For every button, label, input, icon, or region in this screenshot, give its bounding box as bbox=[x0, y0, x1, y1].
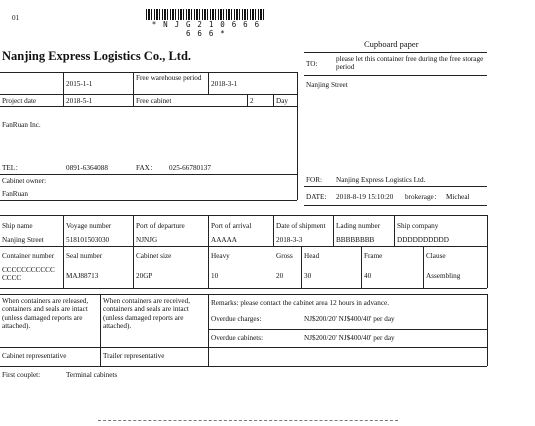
for-label: FOR: bbox=[306, 176, 322, 184]
project-date-label: Project date bbox=[2, 97, 37, 105]
cond-vline-1 bbox=[100, 294, 101, 366]
remarks-text: Remarks: please contact the cabinet area 12 hours in advance. bbox=[211, 299, 390, 307]
ship-header-2: Port of departure bbox=[136, 222, 185, 230]
ship-value-4: 2018-3-3 bbox=[276, 236, 303, 244]
container-header-7: Clause bbox=[426, 252, 446, 260]
trailer-representative: Trailer representative bbox=[103, 352, 165, 360]
ship-table-right-edge bbox=[487, 215, 488, 288]
first-couplet-value: Terminal cabinets bbox=[66, 371, 118, 379]
cond-right-edge bbox=[487, 294, 488, 366]
conditions-mid bbox=[208, 329, 487, 330]
top-table-rule-2 bbox=[0, 94, 297, 95]
ship-vline-8 bbox=[361, 246, 362, 288]
cond-vline-2 bbox=[208, 294, 209, 366]
date-value: 2018-8-19 15:10:20 bbox=[336, 193, 394, 201]
to-text: please let this container free during the free storage period bbox=[336, 55, 484, 72]
overdue-charges-label: Overdue charges: bbox=[211, 315, 262, 323]
ship-header-4: Date of shipment bbox=[276, 222, 326, 230]
customer-name: FanRuan Inc. bbox=[2, 121, 41, 129]
fax-value: 025-66780137 bbox=[169, 164, 211, 172]
signature-rule bbox=[0, 366, 487, 367]
project-date-value: 2018-5-1 bbox=[66, 97, 93, 105]
ship-value-1: 518101503030 bbox=[66, 236, 110, 244]
page-number: 01 bbox=[12, 14, 20, 22]
ship-vline-3 bbox=[208, 215, 209, 288]
top-table-vline-2 bbox=[133, 72, 134, 106]
cabinet-representative: Cabinet representative bbox=[2, 352, 67, 360]
ship-vline-4 bbox=[273, 215, 274, 246]
container-value-3: 10 bbox=[211, 272, 219, 280]
to-name: Nanjing Street bbox=[306, 81, 348, 89]
ship-vline-9 bbox=[423, 246, 424, 288]
container-value-4: 20 bbox=[276, 272, 284, 280]
overdue-cabinets-value: NJ$200/20' NJ$400/40' per day bbox=[304, 334, 395, 342]
ship-header-3: Port of arrival bbox=[211, 222, 252, 230]
to-label: TO: bbox=[306, 60, 318, 68]
top-table-rule-3 bbox=[0, 106, 297, 107]
ship-value-0: Nanjing Street bbox=[2, 236, 44, 244]
top-table-vline-3 bbox=[208, 72, 209, 94]
date-label: DATE: bbox=[306, 193, 327, 201]
barcode-image bbox=[146, 9, 266, 20]
ship-value-5: BBBBBBBB bbox=[336, 236, 375, 244]
container-header-1: Seal number bbox=[66, 252, 103, 260]
container-header-4: Gross bbox=[276, 252, 293, 260]
for-rule bbox=[304, 186, 487, 187]
cabinet-owner-value: FanRuan bbox=[2, 190, 28, 198]
ship-value-2: NJNJG bbox=[136, 236, 158, 244]
container-header-6: Frame bbox=[364, 252, 383, 260]
ship-value-6: DDDDDDDDDD bbox=[397, 236, 449, 244]
date-1: 2015-1-1 bbox=[66, 80, 93, 88]
ship-table-bottom bbox=[0, 288, 487, 289]
brokerage-value: Micheal bbox=[446, 193, 470, 201]
container-header-5: Head bbox=[304, 252, 320, 260]
ship-vline-1 bbox=[63, 215, 64, 288]
received-text: When containers are received, containers and seals are intact (unless damaged reports are attached). bbox=[103, 297, 190, 330]
first-couplet-label: First couplet: bbox=[2, 371, 41, 379]
cupboard-title: Cupboard paper bbox=[364, 39, 419, 49]
released-text: When containers are released, containers and seals are intact (unless damaged reports are attached). bbox=[2, 297, 89, 330]
cut-line bbox=[98, 420, 398, 421]
ship-header-5: Lading number bbox=[336, 222, 381, 230]
tel-rule bbox=[0, 174, 297, 175]
company-title: Nanjing Express Logistics Co., Ltd. bbox=[2, 49, 192, 63]
ship-table-top bbox=[0, 215, 487, 216]
container-value-2: 20GP bbox=[136, 272, 153, 280]
conditions-top bbox=[0, 294, 487, 295]
top-table-vline-1 bbox=[63, 72, 64, 106]
container-value-5: 30 bbox=[304, 272, 312, 280]
top-table-rule-1 bbox=[0, 72, 297, 73]
cabinet-owner-label: Cabinet owner: bbox=[2, 177, 47, 185]
ship-header-1: Voyage number bbox=[66, 222, 112, 230]
container-header-0: Container number bbox=[2, 252, 55, 260]
cupboard-title-rule bbox=[304, 52, 487, 53]
date-rule bbox=[304, 205, 487, 206]
container-value-1: MAJ88713 bbox=[66, 272, 99, 280]
to-rule bbox=[304, 75, 487, 76]
free-warehouse-value: 2018-3-1 bbox=[211, 80, 238, 88]
ship-vline-7 bbox=[301, 246, 302, 288]
ship-vline-2 bbox=[133, 215, 134, 288]
free-cabinet-unit: Day bbox=[276, 97, 288, 105]
container-header-2: Cabinet size bbox=[136, 252, 172, 260]
free-warehouse-label: Free warehouse period bbox=[136, 74, 202, 82]
ship-vline-5 bbox=[333, 215, 334, 246]
top-table-vline-5 bbox=[273, 94, 274, 106]
conditions-bottom bbox=[0, 347, 487, 348]
ship-header-0: Ship name bbox=[2, 222, 33, 230]
tel-value: 0891-6364088 bbox=[66, 164, 108, 172]
container-header-3: Heavy bbox=[211, 252, 230, 260]
container-value-6: 40 bbox=[364, 272, 372, 280]
overdue-charges-value: NJ$200/20' NJ$400/40' per day bbox=[304, 315, 395, 323]
top-table-vline-4 bbox=[247, 94, 248, 106]
barcode-text: * N J G 2 1 0 6 6 6 6 6 6 * bbox=[151, 20, 261, 38]
ship-table-mid bbox=[0, 246, 487, 247]
top-table-right-edge bbox=[297, 72, 298, 200]
ship-header-6: Ship company bbox=[397, 222, 439, 230]
tel-label: TEL： bbox=[2, 164, 23, 172]
owner-rule bbox=[0, 200, 297, 201]
overdue-cabinets-label: Overdue cabinets: bbox=[211, 334, 264, 342]
for-value: Nanjing Express Logistics Ltd. bbox=[336, 176, 426, 184]
ship-vline-6 bbox=[394, 215, 395, 246]
free-cabinet-label: Free cabinet bbox=[136, 97, 172, 105]
free-cabinet-value: 2 bbox=[250, 97, 254, 105]
container-value-7: Assembling bbox=[426, 272, 461, 280]
fax-label: FAX： bbox=[136, 164, 158, 172]
ship-value-3: AAAAA bbox=[211, 236, 237, 244]
brokerage-label: brokerage： bbox=[405, 193, 441, 201]
container-value-0: CCCCCCCCCCC CCCC bbox=[2, 266, 55, 283]
